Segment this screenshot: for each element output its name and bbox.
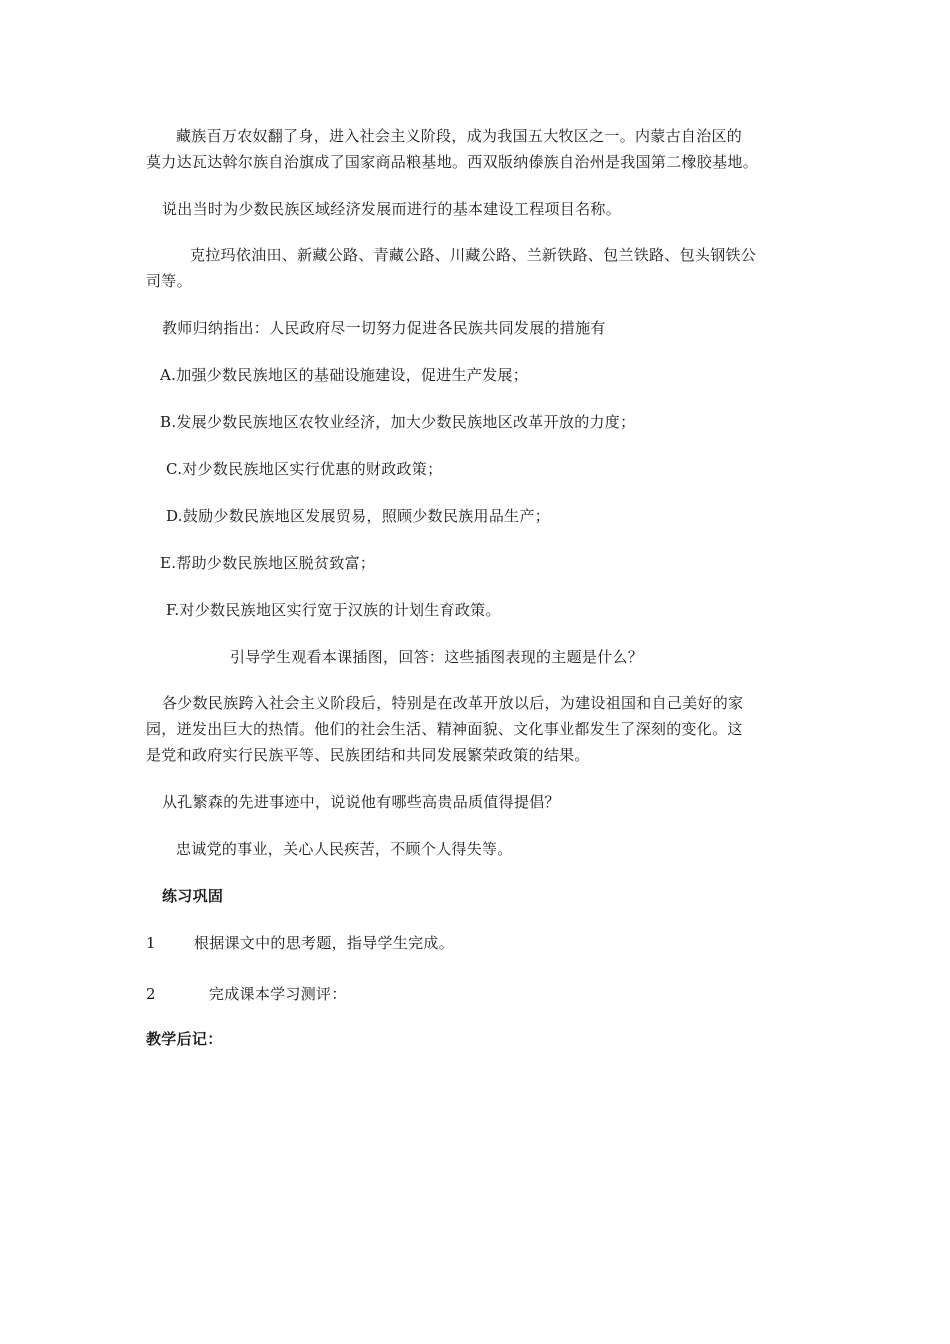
question-text: 说出当时为少数民族区域经济发展而进行的基本建设工程项目名称。	[162, 200, 622, 218]
answer-line: 忠诚党的事业，关心人民疾苦，不顾个人得失等。	[176, 840, 513, 858]
practice-item-text: 根据课文中的思考题，指导学生完成。	[193, 934, 455, 952]
teacher-summary: 教师归纳指出：人民政府尽一切努力促进各民族共同发展的措施有	[162, 319, 606, 337]
practice-item	[146, 983, 347, 1005]
answer-line: 园，迸发出巨大的热情。他们的社会生活、精神面貌、文化事业都发生了深刻的变化。这	[146, 720, 743, 738]
answer-line: 是党和政府实行民族平等、民族团结和共同发展繁荣政策的结果。	[146, 746, 590, 764]
measure-item: E.帮助少数民族地区脱贫致富；	[160, 554, 376, 572]
practice-item-number: 2	[146, 985, 156, 1003]
question-text: 从孔繁森的先进事迹中，说说他有哪些高贵品质值得提倡？	[162, 793, 560, 811]
answer-line: 各少数民族跨入社会主义阶段后，特别是在改革开放以后，为建设祖国和自己美好的家	[162, 694, 744, 712]
paragraph-line: 莫力达瓦达斡尔族自治旗成了国家商品粮基地。西双版纳傣族自治州是我国第二橡胶基地。	[146, 153, 759, 171]
measure-item: F.对少数民族地区实行宽于汉族的计划生育政策。	[166, 601, 501, 619]
practice-item	[146, 932, 454, 954]
question-text: 引导学生观看本课插图，回答：这些插图表现的主题是什么？	[230, 648, 644, 666]
measure-item: C.对少数民族地区实行优惠的财政政策；	[166, 460, 443, 478]
measure-item: A.加强少数民族地区的基础设施建设，促进生产发展；	[160, 366, 529, 384]
section-heading-postscript: 教学后记：	[146, 1030, 223, 1048]
paragraph-line: 藏族百万农奴翻了身，进入社会主义阶段，成为我国五大牧区之一。内蒙古自治区的	[176, 127, 743, 145]
answer-line: 司等。	[146, 272, 192, 290]
practice-item-number: 1	[146, 934, 156, 952]
answer-line: 克拉玛依油田、新藏公路、青藏公路、川藏公路、兰新铁路、包兰铁路、包头钢铁公	[190, 246, 757, 264]
practice-item-text: 完成课本学习测评：	[208, 985, 347, 1003]
measure-item: D.鼓励少数民族地区发展贸易，照顾少数民族用品生产；	[166, 507, 551, 525]
measure-item: B.发展少数民族地区农牧业经济，加大少数民族地区改革开放的力度；	[160, 413, 636, 431]
section-heading-practice: 练习巩固	[162, 887, 224, 905]
